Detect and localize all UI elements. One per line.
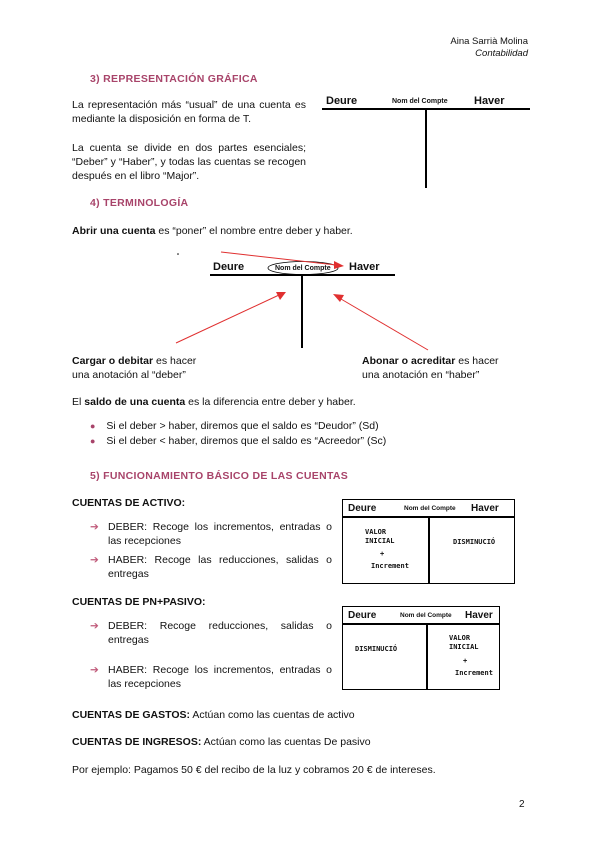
inicial-label: INICIAL [365,537,395,545]
abonar-definition-2: una anotación en “haber” [362,369,480,381]
arrow-abonar [341,299,428,350]
pasivo-item-text: HABER: Recoge los incrementos, entradas o las recepciones [108,664,332,690]
cargar-term: Cargar o debitar [72,355,154,367]
arrowhead-abrir [334,261,344,269]
disminucio-label: DISMINUCIÓ [453,538,496,546]
arrow-right-icon: ➔ [90,664,99,676]
saldo-bullet-2 [90,434,386,448]
t-label-account-name: Nom del Compte [400,612,452,619]
bullet-text: Si el deber < haber, diremos que el saldo es “Acreedor” (Sc) [106,435,387,447]
ingresos-text [72,735,371,749]
bullet-icon: ● [90,436,96,446]
abrir-cuenta-term: Abrir una cuenta [72,225,156,237]
arrow-cargar [176,295,279,343]
gastos-text [72,708,355,722]
inicial-label: INICIAL [449,643,479,651]
t-label-haver: Haver [474,95,505,107]
valor-inicial-label [365,528,395,546]
ingresos-definition: Actúan como las cuentas De pasivo [201,736,371,748]
plus-sign: + [463,657,468,665]
bullet-text: Si el deber > haber, diremos que el saldo es “Deudor” (Sd) [106,420,379,432]
t-label-account-name: Nom del Compte [392,98,448,105]
t-label-deure: Deure [213,261,245,273]
abrir-cuenta-definition: es “poner” el nombre entre deber y haber. [155,225,353,237]
arrow-right-icon: ➔ [90,620,99,632]
saldo-bullet-1 [90,419,379,433]
activo-item-1 [90,520,332,548]
disminucio-label: DISMINUCIÓ [355,645,398,653]
arrow-right-icon: ➔ [90,554,99,566]
pasivo-title: CUENTAS DE PN+PASIVO: [72,596,206,608]
saldo-definition: es la diferencia entre deber y haber. [185,396,356,408]
bullet-icon: ● [90,421,96,431]
activo-title: CUENTAS DE ACTIVO: [72,497,186,509]
t-horizontal-line [343,623,499,625]
increment-label: Increment [371,562,409,570]
section-3-paragraph-2: La cuenta se divide en dos partes esenciales; “Deber” y “Haber”, y todas las cuentas se recogen después en el libro “Major”. [72,142,306,182]
increment-label: Increment [455,669,493,677]
arrow-right-icon: ➔ [90,521,99,533]
saldo-text [72,395,356,409]
t-vertical-line [425,108,427,188]
arrowhead-abonar [333,294,344,302]
t-label-haver: Haver [349,261,380,273]
t-account-diagram-1 [322,95,532,190]
saldo-prefix: El [72,396,85,408]
example-text: Por ejemplo: Pagamos 50 € del recibo de la luz y cobramos 20 € de intereses. [72,764,436,776]
t-label-haver: Haver [465,610,493,621]
plus-sign: + [380,550,385,558]
valor-inicial-label [449,634,479,652]
t-vertical-line [428,516,430,583]
t-label-deure: Deure [326,95,358,107]
activo-item-text: DEBER: Recoge los incrementos, entradas o las recepciones [108,521,332,547]
pasivo-item-text: DEBER: Recoge reducciones, salidas o entregas [108,620,332,646]
abrir-cuenta-text [72,224,353,238]
cargar-definition-2: una anotación al “deber” [72,369,186,381]
header-author: Aina Sarrià Molina [450,36,528,47]
gastos-term: CUENTAS DE GASTOS: [72,709,191,721]
pasivo-item-1 [90,619,332,647]
abonar-text [362,354,499,382]
cargar-definition-1: es hacer [153,355,197,367]
header-subject: Contabilidad [475,48,528,59]
valor-label: VALOR [365,528,387,536]
pasivo-item-2 [90,663,332,691]
t-label-account-name: Nom del Compte [275,265,331,272]
t-vertical-line [426,623,428,689]
t-label-account-name: Nom del Compte [404,505,456,512]
t-label-deure: Deure [348,503,377,514]
valor-label: VALOR [449,634,471,642]
cargar-text [72,354,196,382]
section-4-title: 4) TERMINOLOGÍA [90,197,189,209]
abonar-definition-1: es hacer [455,355,499,367]
gastos-definition: Actúan como las cuentas de activo [190,709,355,721]
section-3-title: 3) REPRESENTACIÓN GRÁFICA [90,73,258,85]
saldo-term: saldo de una cuenta [84,396,186,408]
activo-item-2 [90,553,332,581]
section-5-title: 5) FUNCIONAMIENTO BÁSICO DE LAS CUENTAS [90,470,349,482]
abonar-term: Abonar o acreditar [362,355,456,367]
activo-item-text: HABER: Recoge las reducciones, salidas o entregas [108,554,332,580]
ingresos-term: CUENTAS DE INGRESOS: [72,736,202,748]
activo-t-account-box [342,499,515,584]
section-3-paragraph-1: La representación más “usual” de una cuenta es mediante la disposición en forma de T. [72,99,306,125]
page-number: 2 [519,799,525,810]
t-label-haver: Haver [471,503,499,514]
stray-dot [177,253,179,255]
t-label-deure: Deure [348,610,377,621]
pasivo-t-account-box [342,606,500,690]
